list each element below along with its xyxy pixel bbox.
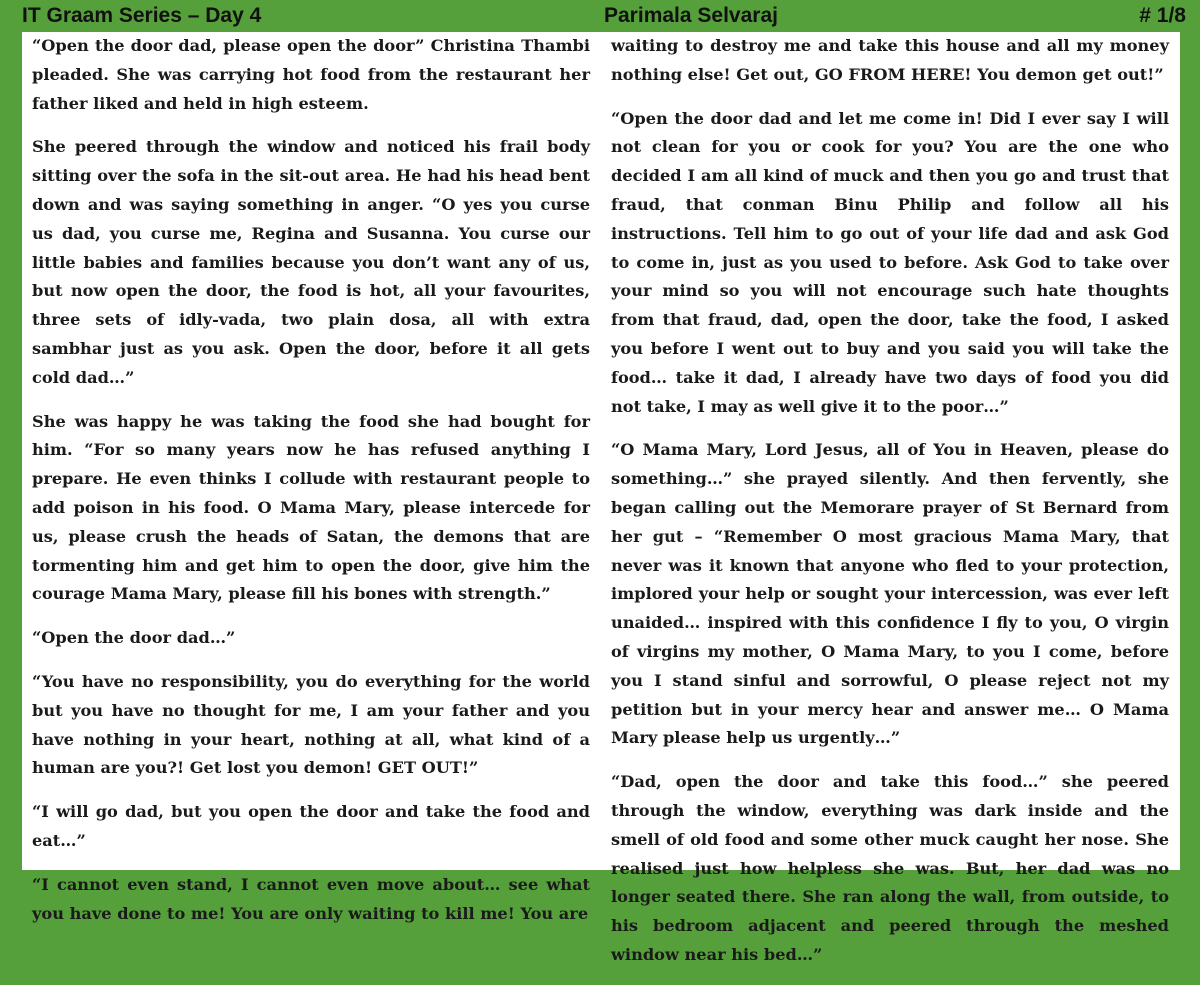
paragraph: “I cannot even stand, I cannot even move about… see what you have done to me! You are only waiting to kill me! You are (32, 874, 590, 923)
paragraph: “Open the door dad, please open the door” Christina Thambi pleaded. She was carrying hot food from the restaurant her father liked and held in high esteem. (32, 36, 590, 113)
page-header (0, 0, 1200, 32)
series-title: IT Graam Series – Day 4 (22, 4, 262, 27)
paragraph: She peered through the window and noticed his frail body sitting over the sofa in the sit-out area. He had his head bent down and was saying something in anger. “O yes you curse us dad, you curse me, Regina and Susanna. You curse our little babies and families because you don’t want any of us, but now open the door, the food is hot, all your favourites, three sets of idly-vada, two plain dosa, all with extra sambhar just as you ask. Open the door, before it all gets cold dad…” (32, 137, 590, 387)
author-name: Parimala Selvaraj (604, 4, 778, 27)
paragraph: “Open the door dad…” (32, 628, 236, 648)
paragraph: “You have no responsibility, you do everything for the world but you have no thought for me, I am your father and you have nothing in your heart, nothing at all, what kind of a human are you?! Get lost you demon! GET OUT!” (32, 671, 590, 778)
right-column (611, 32, 1169, 985)
page-number: # 1/8 (1139, 4, 1186, 27)
paragraph: “Dad, open the door and take this food…” she peered through the window, everything was dark inside and the smell of old food and some other muck caught her nose. She realised just how helpless she was. But, her dad was no longer seated there. She ran along the wall, from outside, to his bedroom adjacent and peered through the meshed window near his bed…” (611, 772, 1169, 964)
paragraph: “Open the door dad and let me come in! Did I ever say I will not clean for you or cook for you? You are the one who decided I am all kind of muck and then you go and trust that fraud, that conman Binu Philip and follow all his instructions. Tell him to go out of your life dad and ask God to come in, just as you used to before. Ask God to take over your mind so you will not encourage such hate thoughts from that fraud, dad, open the door, take the food, I asked you before I went out to buy and you said you will take the food… take it dad, I already have two days of food you did not take, I may as well give it to the poor…” (611, 108, 1169, 416)
paragraph: “O Mama Mary, Lord Jesus, all of You in Heaven, please do something…” she prayed silently. And then fervently, she began calling out the Memorare prayer of St Bernard from her gut – “Remember O most gracious Mama Mary, that never was it known that anyone who fled to your protection, implored your help or sought your intercession, was ever left unaided… inspired with this confidence I fly to you, O virgin of virgins my mother, O Mama Mary, to you I come, before you I stand sinful and sorrowful, O please reject not my petition but in your mercy hear and answer me… O Mama Mary please help us urgently…” (611, 440, 1169, 748)
paragraph: She was happy he was taking the food she had bought for him. “For so many years now he has refused anything I prepare. He even thinks I collude with restaurant people to add poison in his food. O Mama Mary, please intercede for us, please crush the heads of Satan, the demons that are tormenting him and get him to open the door, give him the courage Mama Mary, please fill his bones with strength.” (32, 411, 590, 604)
page-body (22, 32, 1180, 964)
paragraph: waiting to destroy me and take this house and all my money nothing else! Get out, GO FROM HERE! You demon get out!” (611, 36, 1169, 84)
left-column (32, 32, 590, 943)
paragraph: “I will go dad, but you open the door and take the food and eat…” (32, 802, 590, 850)
